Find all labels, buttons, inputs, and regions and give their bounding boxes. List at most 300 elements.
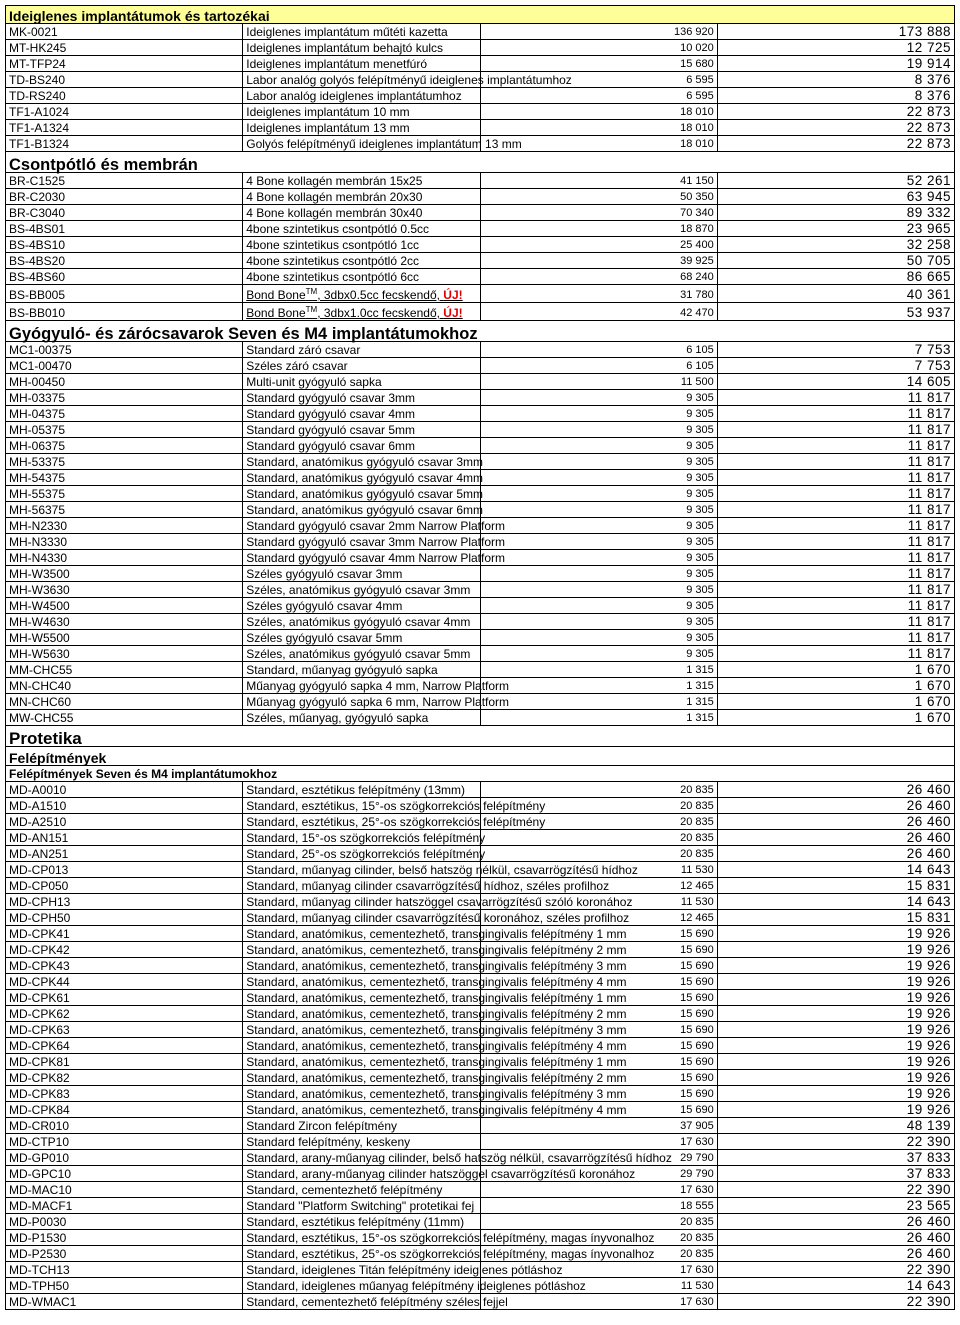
product-description: Labor analóg golyós felépítményű ideiglenes implantátumhoz <box>243 72 480 88</box>
net-price: 9 305 <box>480 566 717 582</box>
table-row <box>6 1102 955 1118</box>
product-code: MD-AN151 <box>6 830 243 846</box>
product-code: BS-4BS20 <box>6 253 243 269</box>
gross-price: 22 390 <box>717 1182 954 1198</box>
net-price: 15 690 <box>480 1038 717 1054</box>
gross-price: 26 460 <box>717 814 954 830</box>
net-price: 9 305 <box>480 422 717 438</box>
gross-price: 26 460 <box>717 1230 954 1246</box>
table-row <box>6 814 955 830</box>
table-row <box>6 342 955 358</box>
net-price: 9 305 <box>480 438 717 454</box>
product-code: MH-00450 <box>6 374 243 390</box>
product-description: 4bone szintetikus csontpótló 0.5cc <box>243 221 480 237</box>
product-code: MN-CHC60 <box>6 694 243 710</box>
net-price: 18 010 <box>480 104 717 120</box>
table-row <box>6 72 955 88</box>
gross-price: 19 926 <box>717 958 954 974</box>
product-code: TF1-A1324 <box>6 120 243 136</box>
table-row <box>6 120 955 136</box>
table-row <box>6 285 955 303</box>
product-code: MD-MACF1 <box>6 1198 243 1214</box>
table-row <box>6 550 955 566</box>
table-row <box>6 646 955 662</box>
table-row <box>6 974 955 990</box>
section-title: Gyógyuló- és zárócsavarok Seven és M4 implantátumokhoz <box>6 321 955 342</box>
net-price: 6 105 <box>480 342 717 358</box>
product-description: 4 Bone kollagén membrán 30x40 <box>243 205 480 221</box>
gross-price: 11 817 <box>717 534 954 550</box>
table-row <box>6 502 955 518</box>
product-code: MD-GPC10 <box>6 1166 243 1182</box>
product-description: Standard, esztétikus felépítmény (11mm) <box>243 1214 480 1230</box>
gross-price: 11 817 <box>717 422 954 438</box>
table-row <box>6 958 955 974</box>
table-row <box>6 910 955 926</box>
net-price: 11 500 <box>480 374 717 390</box>
net-price: 17 630 <box>480 1182 717 1198</box>
net-price: 1 315 <box>480 678 717 694</box>
net-price: 11 530 <box>480 862 717 878</box>
product-name: Bond Bone <box>246 288 306 302</box>
product-description: Standard, anatómikus, cementezhető, transgingivalis felépítmény 1 mm <box>243 990 480 1006</box>
net-price: 9 305 <box>480 598 717 614</box>
gross-price: 11 817 <box>717 566 954 582</box>
product-code: MD-CTP10 <box>6 1134 243 1150</box>
table-row <box>6 678 955 694</box>
gross-price: 11 817 <box>717 406 954 422</box>
gross-price: 22 873 <box>717 120 954 136</box>
gross-price: 19 926 <box>717 1006 954 1022</box>
table-row <box>6 438 955 454</box>
product-description: Széles gyógyuló csavar 5mm <box>243 630 480 646</box>
product-description: Ideiglenes implantátum menetfúró <box>243 56 480 72</box>
net-price: 20 835 <box>480 846 717 862</box>
product-code: MH-W3500 <box>6 566 243 582</box>
product-code: MD-CPK83 <box>6 1086 243 1102</box>
table-row <box>6 205 955 221</box>
table-row <box>6 662 955 678</box>
net-price: 20 835 <box>480 830 717 846</box>
product-code: MH-N4330 <box>6 550 243 566</box>
gross-price: 1 670 <box>717 710 954 726</box>
product-code: MD-CPH50 <box>6 910 243 926</box>
gross-price: 1 670 <box>717 678 954 694</box>
product-code: MK-0021 <box>6 24 243 40</box>
product-code: MD-P1530 <box>6 1230 243 1246</box>
product-code: MH-55375 <box>6 486 243 502</box>
gross-price: 14 643 <box>717 894 954 910</box>
product-description: Széles, anatómikus gyógyuló csavar 3mm <box>243 582 480 598</box>
net-price: 12 465 <box>480 878 717 894</box>
table-row <box>6 782 955 798</box>
gross-price: 48 139 <box>717 1118 954 1134</box>
product-code: MH-53375 <box>6 454 243 470</box>
gross-price: 19 926 <box>717 1086 954 1102</box>
gross-price: 11 817 <box>717 502 954 518</box>
table-row <box>6 1150 955 1166</box>
product-description: Standard, cementezhető felépítmény <box>243 1182 480 1198</box>
product-code: BS-4BS10 <box>6 237 243 253</box>
net-price: 9 305 <box>480 582 717 598</box>
net-price: 15 690 <box>480 942 717 958</box>
net-price: 20 835 <box>480 1230 717 1246</box>
product-code: MD-CPK62 <box>6 1006 243 1022</box>
product-description: Labor analóg ideiglenes implantátumhoz <box>243 88 480 104</box>
product-code: MW-CHC55 <box>6 710 243 726</box>
product-code: MD-CPH13 <box>6 894 243 910</box>
section-title: Ideiglenes implantátumok és tartozékai <box>6 6 955 24</box>
product-description: Ideiglenes implantátum 13 mm <box>243 120 480 136</box>
table-row <box>6 1246 955 1262</box>
gross-price: 32 258 <box>717 237 954 253</box>
product-code: MH-W5630 <box>6 646 243 662</box>
table-row <box>6 136 955 152</box>
product-description: Standard, esztétikus, 15°-os szögkorrekciós felépítmény, magas ínyvonalhoz <box>243 1230 480 1246</box>
net-price: 15 690 <box>480 1006 717 1022</box>
product-description: Ideiglenes implantátum behajtó kulcs <box>243 40 480 56</box>
table-row <box>6 1054 955 1070</box>
product-description: Standard, esztétikus, 15°-os szögkorrekciós felépítmény <box>243 798 480 814</box>
product-code: MD-P2530 <box>6 1246 243 1262</box>
net-price: 136 920 <box>480 24 717 40</box>
product-description: Standard gyógyuló csavar 3mm Narrow Platform <box>243 534 480 550</box>
product-description: Standard, anatómikus, cementezhető, transgingivalis felépítmény 3 mm <box>243 1022 480 1038</box>
product-code: MD-CPK81 <box>6 1054 243 1070</box>
table-row <box>6 1166 955 1182</box>
table-row <box>6 1006 955 1022</box>
table-row <box>6 710 955 726</box>
product-code: MH-04375 <box>6 406 243 422</box>
table-row <box>6 269 955 285</box>
product-description: Standard, arany-műanyag cilinder hatszöggel csavarrögzítésű koronához <box>243 1166 480 1182</box>
product-description: Standard, műanyag cilinder hatszöggel csavarrögzítésű szóló koronához <box>243 894 480 910</box>
product-code: MC1-00375 <box>6 342 243 358</box>
gross-price: 14 643 <box>717 1278 954 1294</box>
table-row <box>6 173 955 189</box>
gross-price: 22 873 <box>717 136 954 152</box>
product-description: Standard, 25°-os szögkorrekciós felépítmény <box>243 846 480 862</box>
product-code: TF1-A1024 <box>6 104 243 120</box>
net-price: 29 790 <box>480 1166 717 1182</box>
table-row <box>6 1230 955 1246</box>
product-description: Standard, anatómikus, cementezhető, transgingivalis felépítmény 2 mm <box>243 942 480 958</box>
product-details: , 3dbx0.5cc fecskendő, <box>317 288 440 302</box>
product-code: BR-C2030 <box>6 189 243 205</box>
gross-price: 11 817 <box>717 598 954 614</box>
net-price: 70 340 <box>480 205 717 221</box>
product-code: MT-HK245 <box>6 40 243 56</box>
product-code: MD-TCH13 <box>6 1262 243 1278</box>
gross-price: 22 390 <box>717 1134 954 1150</box>
product-code: MD-TPH50 <box>6 1278 243 1294</box>
product-code: MH-W5500 <box>6 630 243 646</box>
net-price: 9 305 <box>480 550 717 566</box>
net-price: 42 470 <box>480 303 717 321</box>
gross-price: 11 817 <box>717 486 954 502</box>
product-description: Standard, anatómikus gyógyuló csavar 6mm <box>243 502 480 518</box>
net-price: 37 905 <box>480 1118 717 1134</box>
product-code: MD-MAC10 <box>6 1182 243 1198</box>
table-row <box>6 1022 955 1038</box>
net-price: 6 595 <box>480 88 717 104</box>
product-code: MD-CP050 <box>6 878 243 894</box>
table-row <box>6 894 955 910</box>
net-price: 12 465 <box>480 910 717 926</box>
product-description: Ideiglenes implantátum 10 mm <box>243 104 480 120</box>
gross-price: 26 460 <box>717 846 954 862</box>
product-code: MD-CPK63 <box>6 1022 243 1038</box>
product-description: Standard, anatómikus, cementezhető, transgingivalis felépítmény 3 mm <box>243 958 480 974</box>
table-row <box>6 374 955 390</box>
product-code: MD-AN251 <box>6 846 243 862</box>
product-code: TD-BS240 <box>6 72 243 88</box>
gross-price: 14 605 <box>717 374 954 390</box>
table-row <box>6 406 955 422</box>
product-description: Standard, ideiglenes Titán felépítmény ideiglenes pótláshoz <box>243 1262 480 1278</box>
product-description: Széles gyógyuló csavar 3mm <box>243 566 480 582</box>
net-price: 50 350 <box>480 189 717 205</box>
product-description <box>243 285 480 303</box>
gross-price: 1 670 <box>717 662 954 678</box>
product-code: MD-CPK41 <box>6 926 243 942</box>
product-code: BR-C3040 <box>6 205 243 221</box>
section-title: Felépítmények Seven és M4 implantátumokhoz <box>6 766 955 782</box>
gross-price: 8 376 <box>717 88 954 104</box>
product-description: Standard, anatómikus, cementezhető, transgingivalis felépítmény 4 mm <box>243 974 480 990</box>
product-description: Standard gyógyuló csavar 3mm <box>243 390 480 406</box>
product-description: 4bone szintetikus csontpótló 1cc <box>243 237 480 253</box>
gross-price: 26 460 <box>717 798 954 814</box>
table-row <box>6 1294 955 1310</box>
product-description: Standard "Platform Switching" protetikai fej <box>243 1198 480 1214</box>
table-row <box>6 1214 955 1230</box>
net-price: 9 305 <box>480 486 717 502</box>
product-description: Standard, műanyag cilinder csavarrögzítésű hídhoz, széles profilhoz <box>243 878 480 894</box>
table-row <box>6 253 955 269</box>
product-description: 4 Bone kollagén membrán 20x30 <box>243 189 480 205</box>
table-row <box>6 566 955 582</box>
product-code: MD-CR010 <box>6 1118 243 1134</box>
product-description: Standard, esztétikus, 25°-os szögkorrekciós felépítmény <box>243 814 480 830</box>
net-price: 15 680 <box>480 56 717 72</box>
product-code: MH-N2330 <box>6 518 243 534</box>
product-code: BS-BB005 <box>6 285 243 303</box>
section-header <box>6 152 955 173</box>
product-description: Standard, anatómikus, cementezhető, transgingivalis felépítmény 1 mm <box>243 1054 480 1070</box>
gross-price: 19 926 <box>717 926 954 942</box>
product-code: MT-TFP24 <box>6 56 243 72</box>
gross-price: 23 965 <box>717 221 954 237</box>
product-description: Ideiglenes implantátum műtéti kazetta <box>243 24 480 40</box>
gross-price: 12 725 <box>717 40 954 56</box>
gross-price: 7 753 <box>717 342 954 358</box>
product-description: Standard, ideiglenes műanyag felépítmény ideiglenes pótláshoz <box>243 1278 480 1294</box>
net-price: 9 305 <box>480 470 717 486</box>
gross-price: 11 817 <box>717 470 954 486</box>
table-row <box>6 1198 955 1214</box>
net-price: 15 690 <box>480 1022 717 1038</box>
product-description: Standard, anatómikus gyógyuló csavar 3mm <box>243 454 480 470</box>
product-code: MH-W3630 <box>6 582 243 598</box>
product-description: 4 Bone kollagén membrán 15x25 <box>243 173 480 189</box>
gross-price: 11 817 <box>717 614 954 630</box>
gross-price: 11 817 <box>717 390 954 406</box>
trademark-mark: TM <box>305 305 318 314</box>
product-description: Standard, 15°-os szögkorrekciós felépítmény <box>243 830 480 846</box>
product-description: Széles, műanyag, gyógyuló sapka <box>243 710 480 726</box>
gross-price: 50 705 <box>717 253 954 269</box>
net-price: 9 305 <box>480 390 717 406</box>
product-description: Standard, anatómikus, cementezhető, transgingivalis felépítmény 4 mm <box>243 1038 480 1054</box>
net-price: 15 690 <box>480 990 717 1006</box>
net-price: 9 305 <box>480 534 717 550</box>
net-price: 9 305 <box>480 502 717 518</box>
table-row <box>6 926 955 942</box>
net-price: 6 595 <box>480 72 717 88</box>
gross-price: 52 261 <box>717 173 954 189</box>
product-code: MD-A1510 <box>6 798 243 814</box>
gross-price: 89 332 <box>717 205 954 221</box>
gross-price: 53 937 <box>717 303 954 321</box>
product-code: MH-54375 <box>6 470 243 486</box>
table-row <box>6 614 955 630</box>
section-header <box>6 747 955 766</box>
gross-price: 15 831 <box>717 910 954 926</box>
net-price: 15 690 <box>480 1070 717 1086</box>
product-code: BS-4BS60 <box>6 269 243 285</box>
table-row <box>6 1086 955 1102</box>
product-code: MD-A2510 <box>6 814 243 830</box>
net-price: 11 530 <box>480 1278 717 1294</box>
gross-price: 19 926 <box>717 1054 954 1070</box>
net-price: 9 305 <box>480 406 717 422</box>
product-description: Standard, műanyag gyógyuló sapka <box>243 662 480 678</box>
table-row <box>6 40 955 56</box>
product-code: TD-RS240 <box>6 88 243 104</box>
product-description: Széles, anatómikus gyógyuló csavar 5mm <box>243 646 480 662</box>
net-price: 31 780 <box>480 285 717 303</box>
table-row <box>6 798 955 814</box>
table-row <box>6 990 955 1006</box>
product-code: MD-WMAC1 <box>6 1294 243 1310</box>
section-header <box>6 321 955 342</box>
product-code: MD-CPK44 <box>6 974 243 990</box>
product-description: Standard záró csavar <box>243 342 480 358</box>
gross-price: 19 926 <box>717 1102 954 1118</box>
product-description: Multi-unit gyógyuló sapka <box>243 374 480 390</box>
gross-price: 37 833 <box>717 1166 954 1182</box>
net-price: 9 305 <box>480 646 717 662</box>
product-code: TF1-B1324 <box>6 136 243 152</box>
table-row <box>6 303 955 321</box>
gross-price: 23 565 <box>717 1198 954 1214</box>
table-row <box>6 1182 955 1198</box>
gross-price: 22 390 <box>717 1294 954 1310</box>
net-price: 25 400 <box>480 237 717 253</box>
gross-price: 86 665 <box>717 269 954 285</box>
product-code: MD-CPK61 <box>6 990 243 1006</box>
product-code: MM-CHC55 <box>6 662 243 678</box>
gross-price: 11 817 <box>717 518 954 534</box>
table-row <box>6 582 955 598</box>
table-row <box>6 1070 955 1086</box>
section-title: Csontpótló és membrán <box>6 152 955 173</box>
table-row <box>6 1134 955 1150</box>
product-description: Standard gyógyuló csavar 5mm <box>243 422 480 438</box>
net-price: 20 835 <box>480 1246 717 1262</box>
net-price: 15 690 <box>480 1102 717 1118</box>
product-description: Standard, anatómikus, cementezhető, transgingivalis felépítmény 3 mm <box>243 1086 480 1102</box>
product-description: Műanyag gyógyuló sapka 4 mm, Narrow Platform <box>243 678 480 694</box>
product-description: Standard felépítmény, keskeny <box>243 1134 480 1150</box>
table-row <box>6 88 955 104</box>
gross-price: 8 376 <box>717 72 954 88</box>
product-code: BS-4BS01 <box>6 221 243 237</box>
gross-price: 19 926 <box>717 990 954 1006</box>
net-price: 11 530 <box>480 894 717 910</box>
gross-price: 7 753 <box>717 358 954 374</box>
net-price: 9 305 <box>480 630 717 646</box>
net-price: 15 690 <box>480 1086 717 1102</box>
table-row <box>6 470 955 486</box>
gross-price: 26 460 <box>717 830 954 846</box>
product-description: Standard Zircon felépítmény <box>243 1118 480 1134</box>
net-price: 41 150 <box>480 173 717 189</box>
table-row <box>6 694 955 710</box>
table-row <box>6 422 955 438</box>
gross-price: 37 833 <box>717 1150 954 1166</box>
table-row <box>6 862 955 878</box>
table-row <box>6 878 955 894</box>
product-name: Bond Bone <box>246 306 306 320</box>
gross-price: 40 361 <box>717 285 954 303</box>
product-code: MD-CP013 <box>6 862 243 878</box>
net-price: 20 835 <box>480 798 717 814</box>
section-header <box>6 726 955 747</box>
table-row <box>6 390 955 406</box>
gross-price: 11 817 <box>717 646 954 662</box>
new-badge: ÚJ! <box>443 306 463 320</box>
gross-price: 11 817 <box>717 582 954 598</box>
table-row <box>6 237 955 253</box>
gross-price: 11 817 <box>717 630 954 646</box>
table-row <box>6 189 955 205</box>
product-code: MN-CHC40 <box>6 678 243 694</box>
product-description: Standard gyógyuló csavar 6mm <box>243 438 480 454</box>
product-code: MH-N3330 <box>6 534 243 550</box>
product-description: Standard, anatómikus, cementezhető, transgingivalis felépítmény 2 mm <box>243 1070 480 1086</box>
table-row <box>6 942 955 958</box>
product-description: Standard gyógyuló csavar 4mm Narrow Platform <box>243 550 480 566</box>
trademark-mark: TM <box>305 287 318 296</box>
product-code: MD-CPK84 <box>6 1102 243 1118</box>
product-description: Standard, műanyag cilinder, belső hatszög nélkül, csavarrögzítésű hídhoz <box>243 862 480 878</box>
net-price: 20 835 <box>480 814 717 830</box>
product-description: Standard, esztétikus felépítmény (13mm) <box>243 782 480 798</box>
product-code: MD-CPK82 <box>6 1070 243 1086</box>
product-code: BS-BB010 <box>6 303 243 321</box>
table-row <box>6 630 955 646</box>
net-price: 18 010 <box>480 120 717 136</box>
section-title: Felépítmények <box>6 747 955 766</box>
net-price: 18 555 <box>480 1198 717 1214</box>
product-description: Széles záró csavar <box>243 358 480 374</box>
net-price: 68 240 <box>480 269 717 285</box>
net-price: 29 790 <box>480 1150 717 1166</box>
product-code: MD-GP010 <box>6 1150 243 1166</box>
gross-price: 26 460 <box>717 782 954 798</box>
